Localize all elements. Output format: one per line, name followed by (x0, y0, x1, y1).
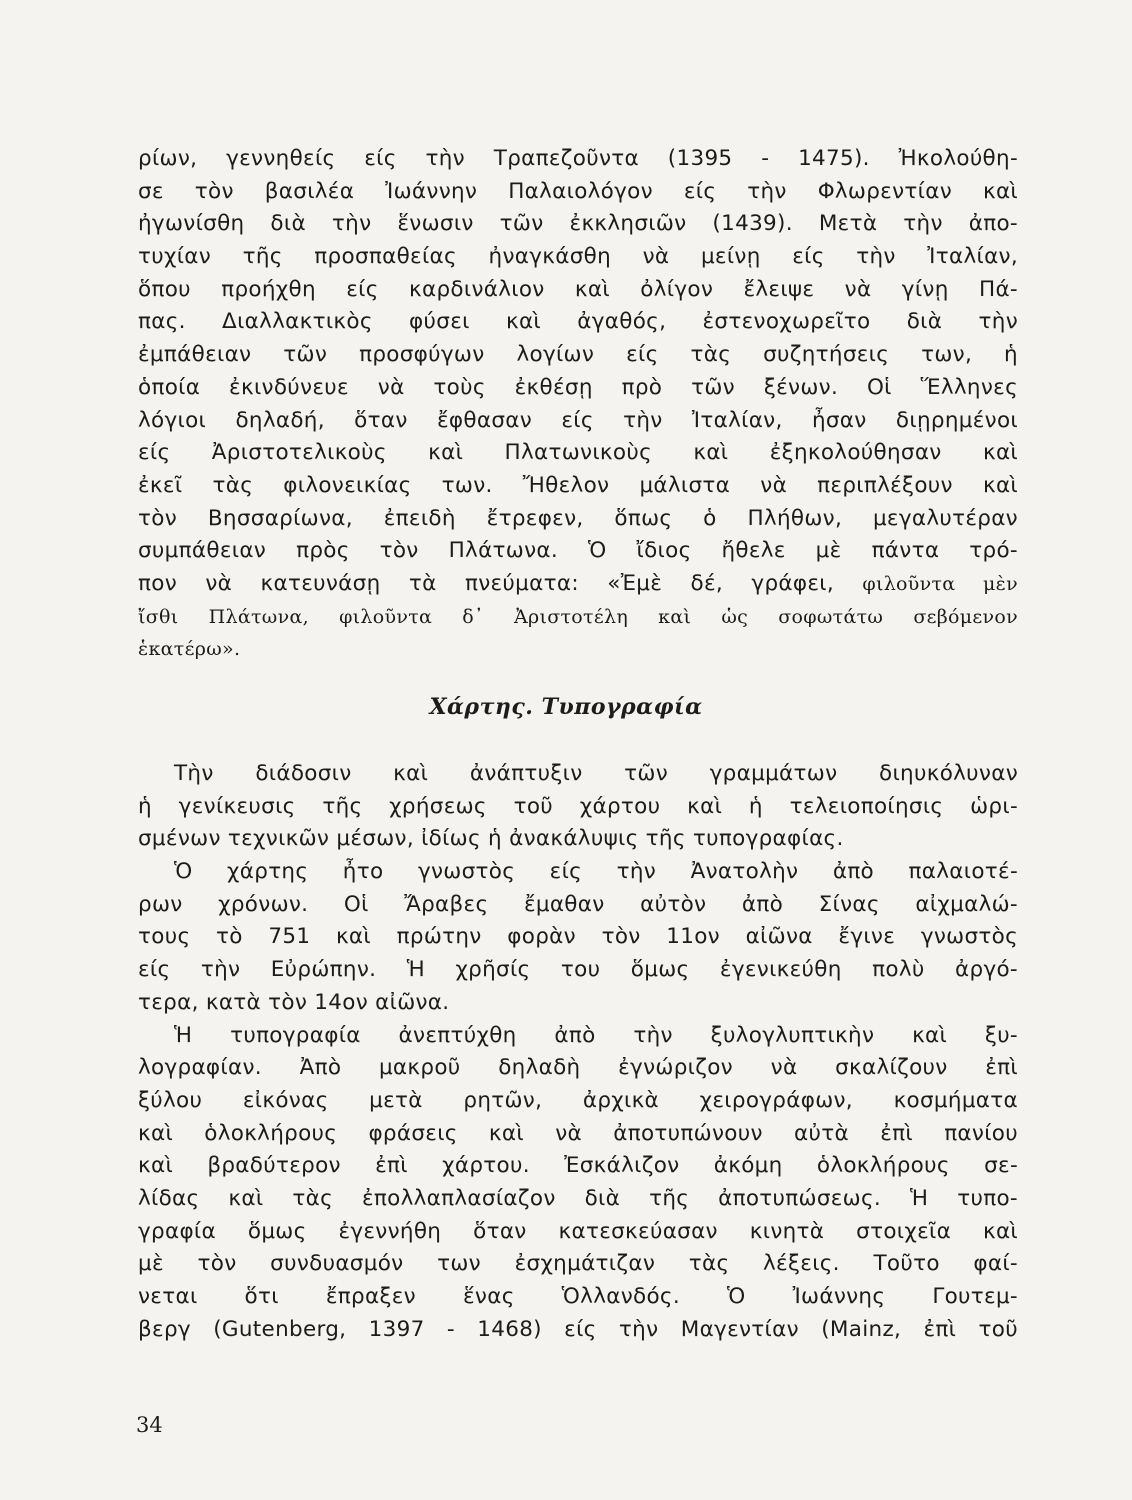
text-line: Ἡ τυπογραφία ἀνεπτύχθη ἀπὸ τὴν ξυλογλυπτικὴν καὶ ξυ- (174, 1022, 1018, 1048)
section-bessarion-text (138, 143, 1018, 666)
text-line: καὶ ὁλοκλήρους φράσεις καὶ νὰ ἀποτυπώνουν αὐτὰ ἐπὶ πανίου (138, 1120, 1018, 1146)
text-fragment: πον νὰ κατευνάσῃ τὰ πνεύματα: «Ἐμὲ δέ, γράφει, (138, 570, 863, 596)
section-paper-typography-text (138, 758, 1018, 1346)
text-line: μὲ τὸν συνδυασμόν των ἐσχημάτιζαν τὰς λέξεις. Τοῦτο φαί- (138, 1251, 1018, 1277)
text-line: ἠγωνίσθη διὰ τὴν ἕνωσιν τῶν ἐκκλησιῶν (1439). Μετὰ τὴν ἀπο- (138, 211, 1018, 237)
text-line: Τὴν διάδοσιν καὶ ἀνάπτυξιν τῶν γραμμάτων διηυκόλυναν (174, 761, 1018, 786)
text-line: νεται ὅτι ἔπραξεν ἕνας Ὁλλανδός. Ὁ Ἰωάννης Γουτεμ- (138, 1284, 1018, 1309)
text-line: ὅπου προήχθη είς καρδινάλιον καὶ ὀλίγον ἔλειψε νὰ γίνῃ Πά- (138, 276, 1018, 302)
section-heading: Χάρτης. Τυπογραφία (429, 694, 703, 720)
text-line: ἐμπάθειαν τῶν προσφύγων λογίων είς τὰς συζητήσεις των, ἡ (138, 342, 1018, 368)
text-line: Ὁ χάρτης ἦτο γνωστὸς είς τὴν Ἀνατολὴν ἀπὸ παλαιοτέ- (174, 859, 1018, 885)
text-line: γραφία ὅμως ἐγεννήθη ὅταν κατεσκεύασαν κινητὰ στοιχεῖα καὶ (138, 1218, 1018, 1244)
text-line: ξύλου εἰκόνας μετὰ ρητῶν, ἀρχικὰ χειρογράφων, κοσμήματα (138, 1087, 1018, 1113)
text-line: ρίων, γεννηθείς είς τὴν Τραπεζοῦντα (1395 - 1475). Ἠκολούθη- (138, 146, 1018, 171)
text-line: τερα, κατὰ τὸν 14ον αἰῶνα. (138, 989, 450, 1015)
text-line: λίδας καὶ τὰς ἐπολλαπλασίαζον διὰ τῆς ἀποτυπώσεως. Ἡ τυπο- (138, 1185, 1018, 1211)
text-line: τὸν Βησσαρίωνα, ἐπειδὴ ἔτρεφεν, ὅπως ὁ Πλήθων, μεγαλυτέραν (138, 505, 1018, 531)
quote-fragment: φιλοῦντα μὲν (862, 572, 1019, 595)
text-line: βεργ (Gutenberg, 1397 - 1468) είς τὴν Μαγεντίαν (Mainz, ἐπὶ τοῦ (138, 1316, 1018, 1342)
quote-line: ἴσθι Πλάτωνα, φιλοῦντα δ᾽ Ἀριστοτέλη καὶ ὡς σοφωτάτω σεβόμενον (138, 605, 1018, 628)
text-line: τυχίαν τῆς προσπαθείας ἠναγκάσθη νὰ μείνῃ είς τὴν Ἰταλίαν, (138, 244, 1018, 270)
page-number: 34 (136, 1413, 163, 1437)
text-line: ἡ γενίκευσις τῆς χρήσεως τοῦ χάρτου καὶ ἡ τελειοποίησις ὡρι- (138, 793, 1018, 819)
text-line: τους τὸ 751 καὶ πρώτην φορὰν τὸν 11ον αἰῶνα ἔγινε γνωστὸς (138, 924, 1018, 950)
text-line: ὁποία ἐκινδύνευε νὰ τοὺς ἐκθέσῃ πρὸ τῶν ξένων. Οἱ Ἕλληνες (138, 374, 1018, 400)
text-line: λόγιοι δηλαδή, ὅταν ἔφθασαν είς τὴν Ἰταλίαν, ἦσαν διῃρημένοι (138, 407, 1018, 433)
text-line: σμένων τεχνικῶν μέσων, ἰδίως ἡ ἀνακάλυψις τῆς τυπογραφίας. (138, 826, 844, 852)
text-line-quote-start (138, 568, 1018, 601)
quote-line-end: ἑκατέρω». (138, 638, 241, 661)
text-line: καὶ βραδύτερον ἐπὶ χάρτου. Ἐσκάλιζον ἀκόμη ὁλοκλήρους σε- (138, 1153, 1018, 1179)
text-line: ἐκεῖ τὰς φιλονεικίας των. Ἤθελον μάλιστα νὰ περιπλέξουν καὶ (138, 472, 1018, 498)
text-line: είς τὴν Εὐρώπην. Ἡ χρῆσίς του ὅμως ἐγενικεύθη πολὺ ἀργό- (138, 957, 1018, 983)
text-line: λογραφίαν. Ἀπὸ μακροῦ δηλαδὴ ἐγνώριζον νὰ σκαλίζουν ἐπὶ (138, 1055, 1018, 1081)
text-line: σε τὸν βασιλέα Ἰωάννην Παλαιολόγον είς τὴν Φλωρεντίαν καὶ (138, 178, 1018, 204)
text-line: είς Ἀριστοτελικοὺς καὶ Πλατωνικοὺς καὶ ἐξηκολούθησαν καὶ (138, 440, 1018, 466)
text-line: συμπάθειαν πρὸς τὸν Πλάτωνα. Ὁ ἴδιος ἤθελε μὲ πάντα τρό- (138, 538, 1018, 564)
text-line: ρων χρόνων. Οἱ Ἄραβες ἔμαθαν αὐτὸν ἀπὸ Σίνας αἰχμαλώ- (138, 891, 1018, 917)
text-line: πας. Διαλλακτικὸς φύσει καὶ ἀγαθός, ἐστενοχωρεῖτο διὰ τὴν (138, 309, 1018, 335)
